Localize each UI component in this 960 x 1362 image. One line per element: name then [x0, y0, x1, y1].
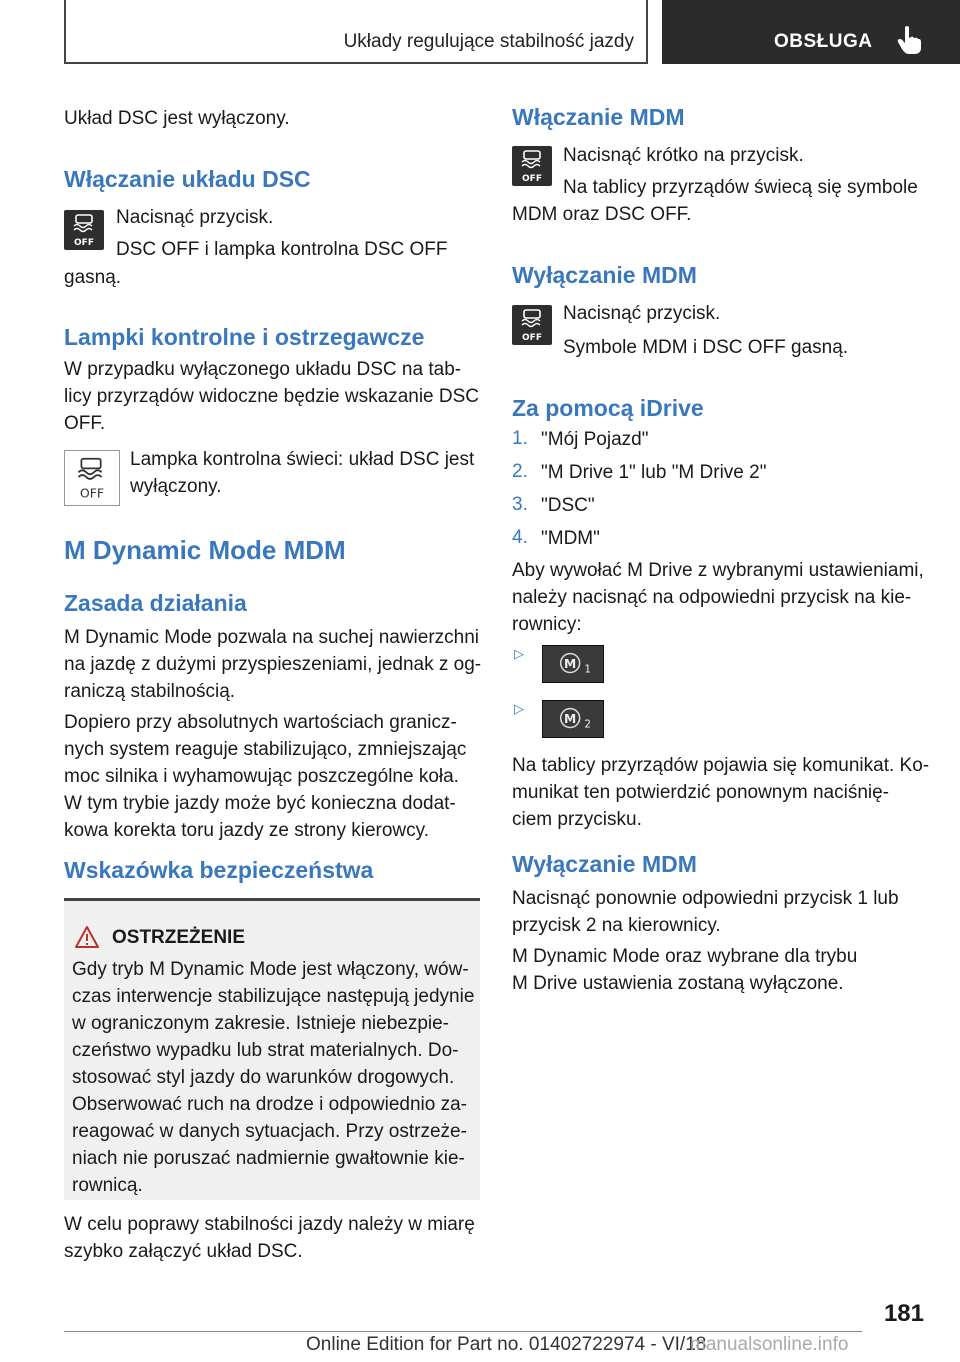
header-section-tab — [662, 0, 960, 64]
warning-line: stosować styl jazdy do warunków drogowych. — [72, 1067, 455, 1088]
header-section-label: OBSŁUGA — [774, 31, 873, 52]
warning-line: Gdy tryb M Dynamic Mode jest włączony, wów- — [72, 959, 469, 980]
principle-line-3: raniczą stabilnością. — [64, 681, 236, 702]
dsc-off-status: Układ DSC jest wyłączony. — [64, 108, 290, 129]
list-item-number: 2. — [512, 461, 528, 482]
dsc-on-step-2a: DSC OFF i lampka kontrolna DSC OFF — [116, 239, 448, 260]
pointing-hand-icon — [896, 25, 922, 55]
lamps-line-2: licy przyrządów widoczne będzie wskazanie DSC — [64, 386, 480, 407]
idrive-line-1: Aby wywołać M Drive z wybranymi ustawieniami, — [512, 560, 924, 581]
list-item-text: "DSC" — [541, 495, 595, 516]
warning-line: Obserwować ruch na drodze i odpowiednio za- — [72, 1094, 467, 1115]
svg-text:M: M — [564, 711, 577, 726]
dsc-on-step-2b: gasną. — [64, 267, 122, 288]
heading-safety: Wskazówka bezpieczeństwa — [64, 857, 374, 883]
mdm-off2-line-1: Nacisnąć ponownie odpowiedni przycisk 1 lub — [512, 888, 899, 909]
dsc-off-button-icon — [64, 210, 104, 250]
mdm-off2-line-4: M Drive ustawienia zostaną wyłączone. — [512, 973, 844, 994]
mdm-off-line-2: Symbole MDM i DSC OFF gasną. — [563, 337, 849, 358]
principle-line-7: W tym trybie jazdy może być konieczna dodat- — [64, 793, 456, 814]
after-warning-line-2: szybko załączyć układ DSC. — [64, 1241, 303, 1262]
principle-line-8: kowa korekta toru jazdy ze strony kierowcy. — [64, 820, 430, 841]
heading-m-dynamic-mode: M Dynamic Mode MDM — [64, 535, 346, 565]
m2-button-icon — [542, 700, 604, 738]
principle-line-2: na jazdę z dużymi przyspieszeniami, jednak z og- — [64, 654, 482, 675]
warning-line: czas interwencje stabilizujące następują jedynie — [72, 986, 475, 1007]
mdm-on-line-1: Nacisnąć krótko na przycisk. — [563, 145, 804, 166]
header-title-box — [64, 0, 648, 64]
lamp-lit-line-1: Lampka kontrolna świeci: układ DSC jest — [130, 449, 475, 470]
idrive-line-3: rownicy: — [512, 614, 582, 635]
mdm-off2-line-3: M Dynamic Mode oraz wybrane dla trybu — [512, 946, 858, 967]
message-line-2: munikat ten potwierdzić ponownym naciśnię- — [512, 782, 890, 803]
dsc-off-button-icon — [512, 305, 552, 345]
warning-line: niach nie poruszać nadmiernie gwałtownie kie- — [72, 1148, 465, 1169]
mdm-off-line-1: Nacisnąć przycisk. — [563, 303, 721, 324]
heading-mdm-on: Włączanie MDM — [512, 104, 685, 130]
principle-line-1: M Dynamic Mode pozwala na suchej nawierzchni — [64, 627, 480, 648]
principle-line-5: nych system reaguje stabilizująco, zmniejszając — [64, 739, 467, 760]
svg-text:OFF: OFF — [522, 333, 542, 343]
heading-dsc-on: Włączanie układu DSC — [64, 166, 311, 192]
warning-line: reagować w danych sytuacjach. Przy ostrzeże- — [72, 1121, 467, 1142]
heading-principle: Zasada działania — [64, 590, 247, 616]
bullet-arrow-icon: ▷ — [514, 646, 524, 661]
svg-text:OFF: OFF — [79, 485, 105, 501]
lamps-line-1: W przypadku wyłączonego układu DSC na tab- — [64, 359, 462, 380]
footer-edition: Online Edition for Part no. 01402722974 - VI/18 — [306, 1334, 707, 1355]
list-item-text: "Mój Pojazd" — [541, 429, 649, 450]
m1-button-icon — [542, 645, 604, 683]
footer-divider — [64, 1331, 862, 1332]
list-item-number: 4. — [512, 527, 528, 548]
list-item-number: 1. — [512, 428, 528, 449]
heading-mdm-off: Wyłączanie MDM — [512, 262, 697, 288]
principle-line-4: Dopiero przy absolutnych wartościach granicz- — [64, 712, 457, 733]
header-title: Układy regulujące stabilność jazdy — [343, 31, 634, 52]
footer-watermark: manualsonline.info — [690, 1334, 849, 1355]
dsc-on-step-1: Nacisnąć przycisk. — [116, 207, 274, 228]
warning-title: OSTRZEŻENIE — [112, 927, 246, 948]
svg-text:OFF: OFF — [74, 238, 94, 248]
svg-text:OFF: OFF — [522, 174, 542, 184]
mdm-off2-line-2: przycisk 2 na kierownicy. — [512, 915, 721, 936]
warning-line: czeństwo wypadku lub strat materialnych. Do- — [72, 1040, 459, 1061]
list-item-number: 3. — [512, 494, 528, 515]
message-line-1: Na tablicy przyrządów pojawia się komunikat. Ko- — [512, 755, 930, 776]
after-warning-line-1: W celu poprawy stabilności jazdy należy w miarę — [64, 1214, 475, 1235]
bullet-arrow-icon: ▷ — [514, 701, 524, 716]
heading-warning-lamps: Lampki kontrolne i ostrzegawcze — [64, 324, 425, 350]
heading-mdm-off-2: Wyłączanie MDM — [512, 851, 697, 877]
warning-line: rownicą. — [72, 1175, 143, 1196]
list-item-text: "MDM" — [541, 528, 600, 549]
warning-box — [64, 898, 480, 1200]
lamp-lit-line-2: wyłączony. — [130, 476, 222, 497]
page-number: 181 — [883, 1300, 924, 1327]
dsc-off-button-icon — [512, 146, 552, 186]
message-line-3: ciem przycisku. — [512, 809, 642, 830]
m2-subscript: 2 — [584, 718, 591, 731]
principle-line-6: moc silnika i wyhamowując poszczególne koła. — [64, 766, 459, 787]
warning-triangle-icon — [74, 925, 100, 949]
idrive-line-2: należy nacisnąć na odpowiedni przycisk na kie- — [512, 587, 912, 608]
mdm-on-line-3: MDM oraz DSC OFF. — [512, 204, 692, 225]
lamps-line-3: OFF. — [64, 413, 106, 434]
heading-idrive: Za pomocą iDrive — [512, 395, 704, 421]
dsc-off-indicator-icon — [64, 450, 120, 506]
warning-line: w ograniczonym zakresie. Istnieje niebezpie- — [72, 1013, 450, 1034]
m1-subscript: 1 — [584, 663, 591, 676]
list-item-text: "M Drive 1" lub "M Drive 2" — [541, 462, 767, 483]
mdm-on-line-2: Na tablicy przyrządów świecą się symbole — [563, 177, 918, 198]
svg-text:M: M — [564, 656, 577, 671]
